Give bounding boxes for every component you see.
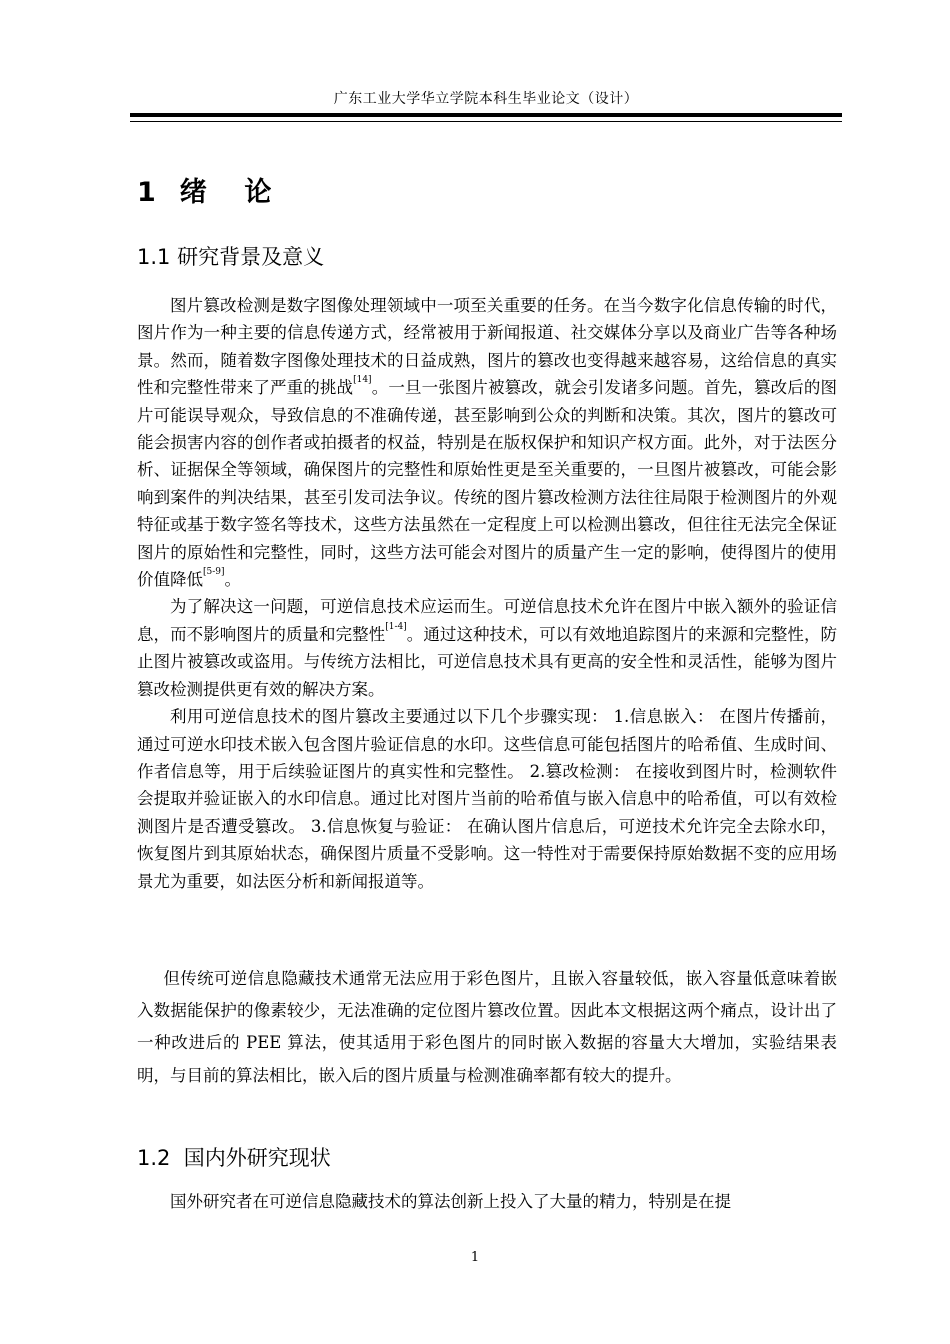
body-text-block-wide [137, 963, 837, 1092]
paragraph: 图片篡改检测是数字图像处理领域中一项至关重要的任务。在当今数字化信息传输的时代，图片作为一种主要的信息传递方式，经常被用于新闻报道、社交媒体分享以及商业广告等各种场景。然而，随着数字图像处理技术的日益成熟，图片的篡改也变得越来越容易，这给信息的真实性和完整性带来了严重的挑战[14]。一旦一张图片被篡改，就会引发诸多问题。首先，篡改后的图片可能误导观众，导致信息的不准确传递，甚至影响到公众的判断和决策。其次，图片的篡改可能会损害内容的创作者或拍摄者的权益，特别是在版权保护和知识产权方面。此外，对于法医分析、证据保全等领域，确保图片的完整性和原始性更是至关重要的，一旦图片被篡改，可能会影响到案件的判决结果，甚至引发司法争议。传统的图片篡改检测方法往往局限于检测图片的外观特征或基于数字签名等技术，这些方法虽然在一定程度上可以检测出篡改，但往往无法完全保证图片的原始性和完整性，同时，这些方法可能会对图片的质量产生一定的影响，使得图片的使用价值降低[5-9]。 [137, 296, 838, 590]
section-heading-1-2: 1.2 国内外研究现状 [137, 1146, 331, 1170]
page-number: 1 [470, 1250, 480, 1265]
paragraph: 为了解决这一问题，可逆信息技术应运而生。可逆信息技术允许在图片中嵌入额外的验证信息，而不影响图片的质量和完整性[1-4]。通过这种技术，可以有效地追踪图片的来源和完整性，防止图片被篡改或盗用。与传统方法相比，可逆信息技术具有更高的安全性和灵活性，能够为图片篡改检测提供更有效的解决方案。 [137, 597, 838, 699]
header-rule-thick [130, 113, 842, 117]
chapter-name: 绪 论 [179, 177, 272, 208]
paragraph: 利用可逆信息技术的图片篡改主要通过以下几个步骤实现： 1.信息嵌入： 在图片传播前，通过可逆水印技术嵌入包含图片验证信息的水印。这些信息可能包括图片的哈希值、生成时间、作者信息等，用于后续验证图片的真实性和完整性。 2.篡改检测： 在接收到图片时，检测软件会提取并验证嵌入的水印信息。通过比对图片当前的哈希值与嵌入信息中的哈希值，可以有效检测图片是否遭受篡改。 3.信息恢复与验证： 在确认图片信息后，可逆技术允许完全去除水印，恢复图片到其原始状态，确保图片质量不受影响。这一特性对于需要保持原始数据不变的应用场景尤为重要，如法医分析和新闻报道等。 [137, 707, 837, 891]
running-header: 广东工业大学华立学院本科生毕业论文（设计） [333, 91, 639, 107]
paragraph: 国外研究者在可逆信息隐藏技术的算法创新上投入了大量的精力，特别是在提 [170, 1192, 731, 1211]
paragraph: 但传统可逆信息隐藏技术通常无法应用于彩色图片，且嵌入容量较低，嵌入容量低意味着嵌入数据能保护的像素较少，无法准确的定位图片篡改位置。因此本文根据这两个痛点，设计出了一种改进后的 PEE 算法，使其适用于彩色图片的同时嵌入数据的容量大大增加，实验结果表明，与目前的算法相比，嵌入后的图片质量与检测准确率都有较大的提升。 [137, 969, 837, 1085]
header-rule-thin [130, 121, 842, 122]
section-heading-1-1: 1.1 研究背景及意义 [137, 245, 325, 269]
citation: [1-4] [385, 621, 407, 632]
chapter-number: 1 [137, 177, 156, 208]
citation: [14] [353, 375, 372, 386]
body-text-block [137, 292, 837, 895]
citation: [5-9] [203, 567, 225, 578]
body-text-block-last [137, 1188, 837, 1215]
chapter-title [137, 170, 271, 209]
